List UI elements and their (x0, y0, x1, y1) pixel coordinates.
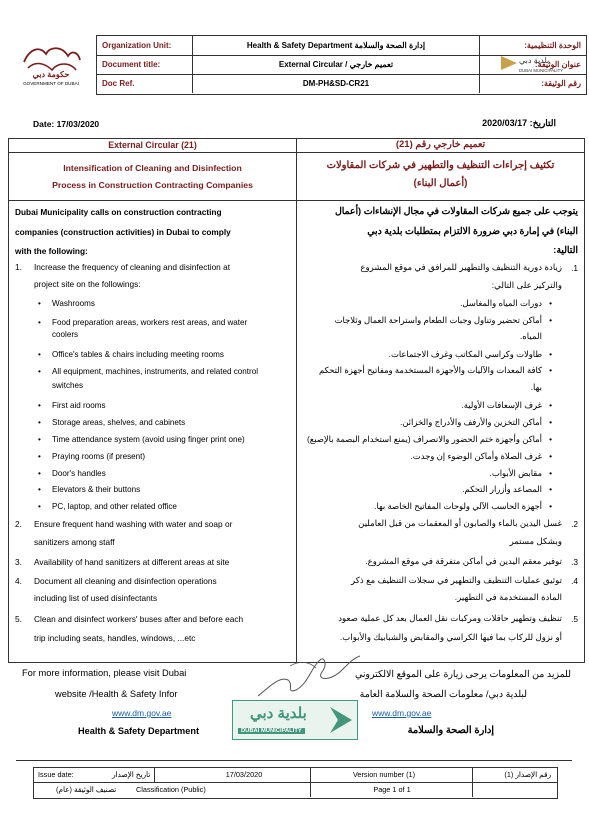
item-text: Clean and disinfect workers' buses after and before each (34, 614, 244, 624)
item-text: أو نزول للركاب بما فيها الكراسي والمقابض والشبابيك والأبواب. (339, 632, 562, 642)
item-text: تنظيف وتطهير حافلات ومركبات نقل العمال بعد كل عملية صعود (338, 613, 562, 623)
item-number: 3. (15, 557, 22, 567)
item-text: project site on the followings: (34, 279, 141, 289)
item-text: Ensure frequent hand washing with water and soap or (34, 519, 233, 529)
bullet-item: • أجهزة الحاسب الآلي ولوحات المفاتيح الخاصة بها. (374, 500, 542, 513)
dubai-municipality-logo (497, 52, 579, 90)
bullet-item: • غرف الصلاة وأماكن الوضوء إن وجدت. (410, 450, 542, 463)
gov-logo-arabic: حكومة دبي (32, 70, 70, 79)
header-label-en: Doc Ref. (102, 79, 135, 88)
issue-date-label-en: Issue date: (38, 770, 74, 779)
closing-dept-en: Health & Safety Department (78, 726, 199, 736)
bullet-item: • طاولات وكراسي المكاتب وغرف الاجتماعات. (389, 348, 542, 361)
bullet-item: • أماكن التخزين والأرفف والأدراج والخزائن. (400, 416, 542, 429)
classification-ar: تصنيف الوثيقة (عام) (56, 785, 117, 794)
item-text: Availability of hand sanitizers at different areas at site (34, 557, 230, 567)
government-of-dubai-logo (16, 40, 86, 90)
header-label-ar: الوحدة التنظيمية: (524, 41, 581, 50)
item-text: توفير معقم اليدين في أماكن متفرقة في موقع المشروع. (365, 556, 562, 566)
item-number: 1. (15, 262, 22, 272)
intro-ar-line2: البناء) في إمارة دبي ضرورة الالتزام بمتطلبات بلدية دبي (367, 226, 578, 236)
closing-ar-line2: لبلدية دبي/ معلومات الصحة والسلامة العامة (359, 688, 527, 699)
closing-ar-line1: للمزيد من المعلومات يرجى زيارة على الموقع الالكتروني (355, 668, 571, 679)
header-value: External Circular / تعميم خارجي (192, 55, 480, 74)
item-text: sanitizers among staff (34, 537, 115, 547)
bullet-item: • Storage areas, shelves, and cabinets (52, 416, 185, 429)
item-text: غسل اليدين بالماء والصابون أو المعقمات من قبل العاملين (358, 518, 562, 528)
item-number: .4 (571, 576, 578, 586)
item-number: .3 (571, 557, 578, 567)
header-value: DM-PH&SD-CR21 (192, 74, 480, 93)
dubai-municipality-stamp (232, 700, 358, 740)
circular-title-ar: تعميم خارجي رقم (21) (395, 139, 486, 150)
row-divider (9, 200, 584, 201)
item-text: Increase the frequency of cleaning and disinfection at (34, 262, 231, 272)
footer-divider (16, 760, 572, 761)
item-number: 5. (15, 614, 22, 624)
bullet-item: • Time attendance system (avoid using finger print one) (52, 433, 245, 446)
closing-dept-ar: إدارة الصحة والسلامة (407, 725, 494, 736)
item-text: including list of used disinfectants (34, 593, 158, 603)
page-number: Page 1 of 1 (373, 785, 411, 794)
bullet-item: • أماكن تحضير وتناول وجبات الطعام واستراحة العمال وثلاجات (335, 314, 542, 327)
footer-row (34, 768, 557, 783)
bullet-item: • Office's tables & chairs including meeting rooms (52, 348, 224, 361)
bullet-item: • أماكن وأجهزة ختم الحضور والانصراف (يمنع استخدام البصمة بالإصبع) (307, 433, 542, 446)
signature (250, 646, 370, 706)
date-english: Date: 17/03/2020 (33, 119, 100, 129)
item-number: .1 (571, 263, 578, 273)
item-text: وبشكل مستمر (509, 536, 562, 546)
row-divider (9, 152, 584, 153)
intro-en-line3: with the following: (15, 246, 88, 256)
website-link-en[interactable]: www.dm.gov.ae (112, 708, 172, 718)
subject-en-line1: Intensification of Cleaning and Disinfection (63, 163, 242, 173)
intro-ar-line3: التالية: (553, 245, 578, 255)
bullet-item: • Food preparation areas, workers rest areas, and water (52, 316, 247, 329)
bullet-item: • First aid rooms (52, 399, 106, 412)
item-number: .5 (571, 614, 578, 624)
stamp-arabic: بلدية دبي (250, 705, 307, 722)
bullet-item: • Door's handles (52, 467, 106, 480)
intro-en-line2: companies (construction activities) in Dubai to comply (15, 227, 231, 237)
item-text: زيادة دورية التنظيف والتطهير للمرافق في موقع المشروع (360, 262, 562, 272)
item-number: 4. (15, 576, 22, 586)
item-number: 2. (15, 519, 22, 529)
item-number: .2 (571, 519, 578, 529)
circular-title-en: External Circular (21) (108, 140, 197, 150)
bullet-item: • دورات المياه والمغاسل. (460, 297, 542, 310)
issue-date-value: 17/03/2020 (225, 770, 263, 779)
column-divider (296, 139, 297, 662)
subject-en-line2: Process in Construction Contracting Companies (52, 180, 253, 190)
bullet-item-cont: switches (52, 381, 84, 390)
issue-date-label-ar: تاريخ الإصدار (112, 770, 151, 779)
header-label-en: Document title: (102, 60, 161, 69)
item-text: trip including seats, handles, windows, ...etc (34, 633, 196, 643)
subject-ar-line2: (أعمال البناء) (413, 178, 468, 189)
bullet-item: • Elevators & their buttons (52, 483, 140, 496)
header-label-ar: رقم الوثيقة: (541, 79, 581, 88)
subject-ar-line1: تكثيف إجراءات التنظيف والتطهير في شركات المقاولات (326, 160, 555, 171)
intro-en-line1: Dubai Municipality calls on construction contracting (15, 207, 222, 217)
classification-en: Classification (Public) (136, 785, 206, 794)
bullet-item: • غرف الإسعافات الأولية. (461, 399, 542, 412)
item-text: Document all cleaning and disinfection operations (34, 576, 217, 586)
header-value: Health & Safety Department إدارة الصحة والسلامة (192, 36, 480, 55)
bullet-item: • Praying rooms (if present) (52, 450, 145, 463)
gov-logo-english: GOVERNMENT OF DUBAI (23, 81, 79, 86)
bullet-item-cont: المياه. (519, 331, 542, 341)
bullet-item-cont: coolers (52, 330, 79, 339)
bullet-item: • Washrooms (52, 297, 95, 310)
bullet-item: • مقابض الأبواب. (490, 467, 543, 480)
dm-logo-english: DUBAI MUNICIPALITY (519, 68, 564, 73)
website-link-ar[interactable]: www.dm.gov.ae (372, 708, 432, 718)
closing-en-line2: website /Health & Safety Infor (55, 689, 178, 699)
version-number-ar: رقم الإصدار (1) (504, 770, 551, 779)
bullet-item: • All equipment, machines, instruments, and related control (52, 365, 258, 378)
closing-en-line1: For more information, please visit Dubai (22, 668, 187, 678)
header-label-en: Organization Unit: (102, 41, 172, 50)
dm-logo-arabic: بلدية دبي (519, 56, 550, 65)
bullet-item: • المصاعد وأزرار التحكم. (462, 483, 542, 496)
item-text: المادة المستخدمة في التطهير. (454, 592, 562, 602)
bullet-item: • PC, laptop, and other related office (52, 500, 177, 513)
intro-ar-line1: يتوجب على جميع شركات المقاولات في مجال الإنشاءات (أعمال (334, 206, 578, 216)
circular-table (8, 138, 585, 663)
date-arabic: التاريخ: 2020/03/17 (482, 118, 556, 128)
item-text: والتركيز على التالي: (491, 280, 562, 290)
footer-table (33, 767, 558, 799)
header-label-ar: عنوان الوثيقة: (534, 60, 581, 69)
item-text: توثيق عمليات التنظيف والتطهير في سجلات التنظيف مع ذكر (351, 575, 562, 585)
stamp-english: DUBAI MUNICIPALITY (238, 728, 305, 734)
bullet-item-cont: بها. (530, 382, 542, 392)
bullet-item: • كافة المعدات والآليات والأجهزة المستخدمة ومفاتيح أجهزة التحكم (319, 364, 542, 377)
stamp-arrow-icon (328, 705, 354, 735)
version-number-en: Version number (1) (352, 770, 416, 779)
footer-row (34, 783, 557, 797)
